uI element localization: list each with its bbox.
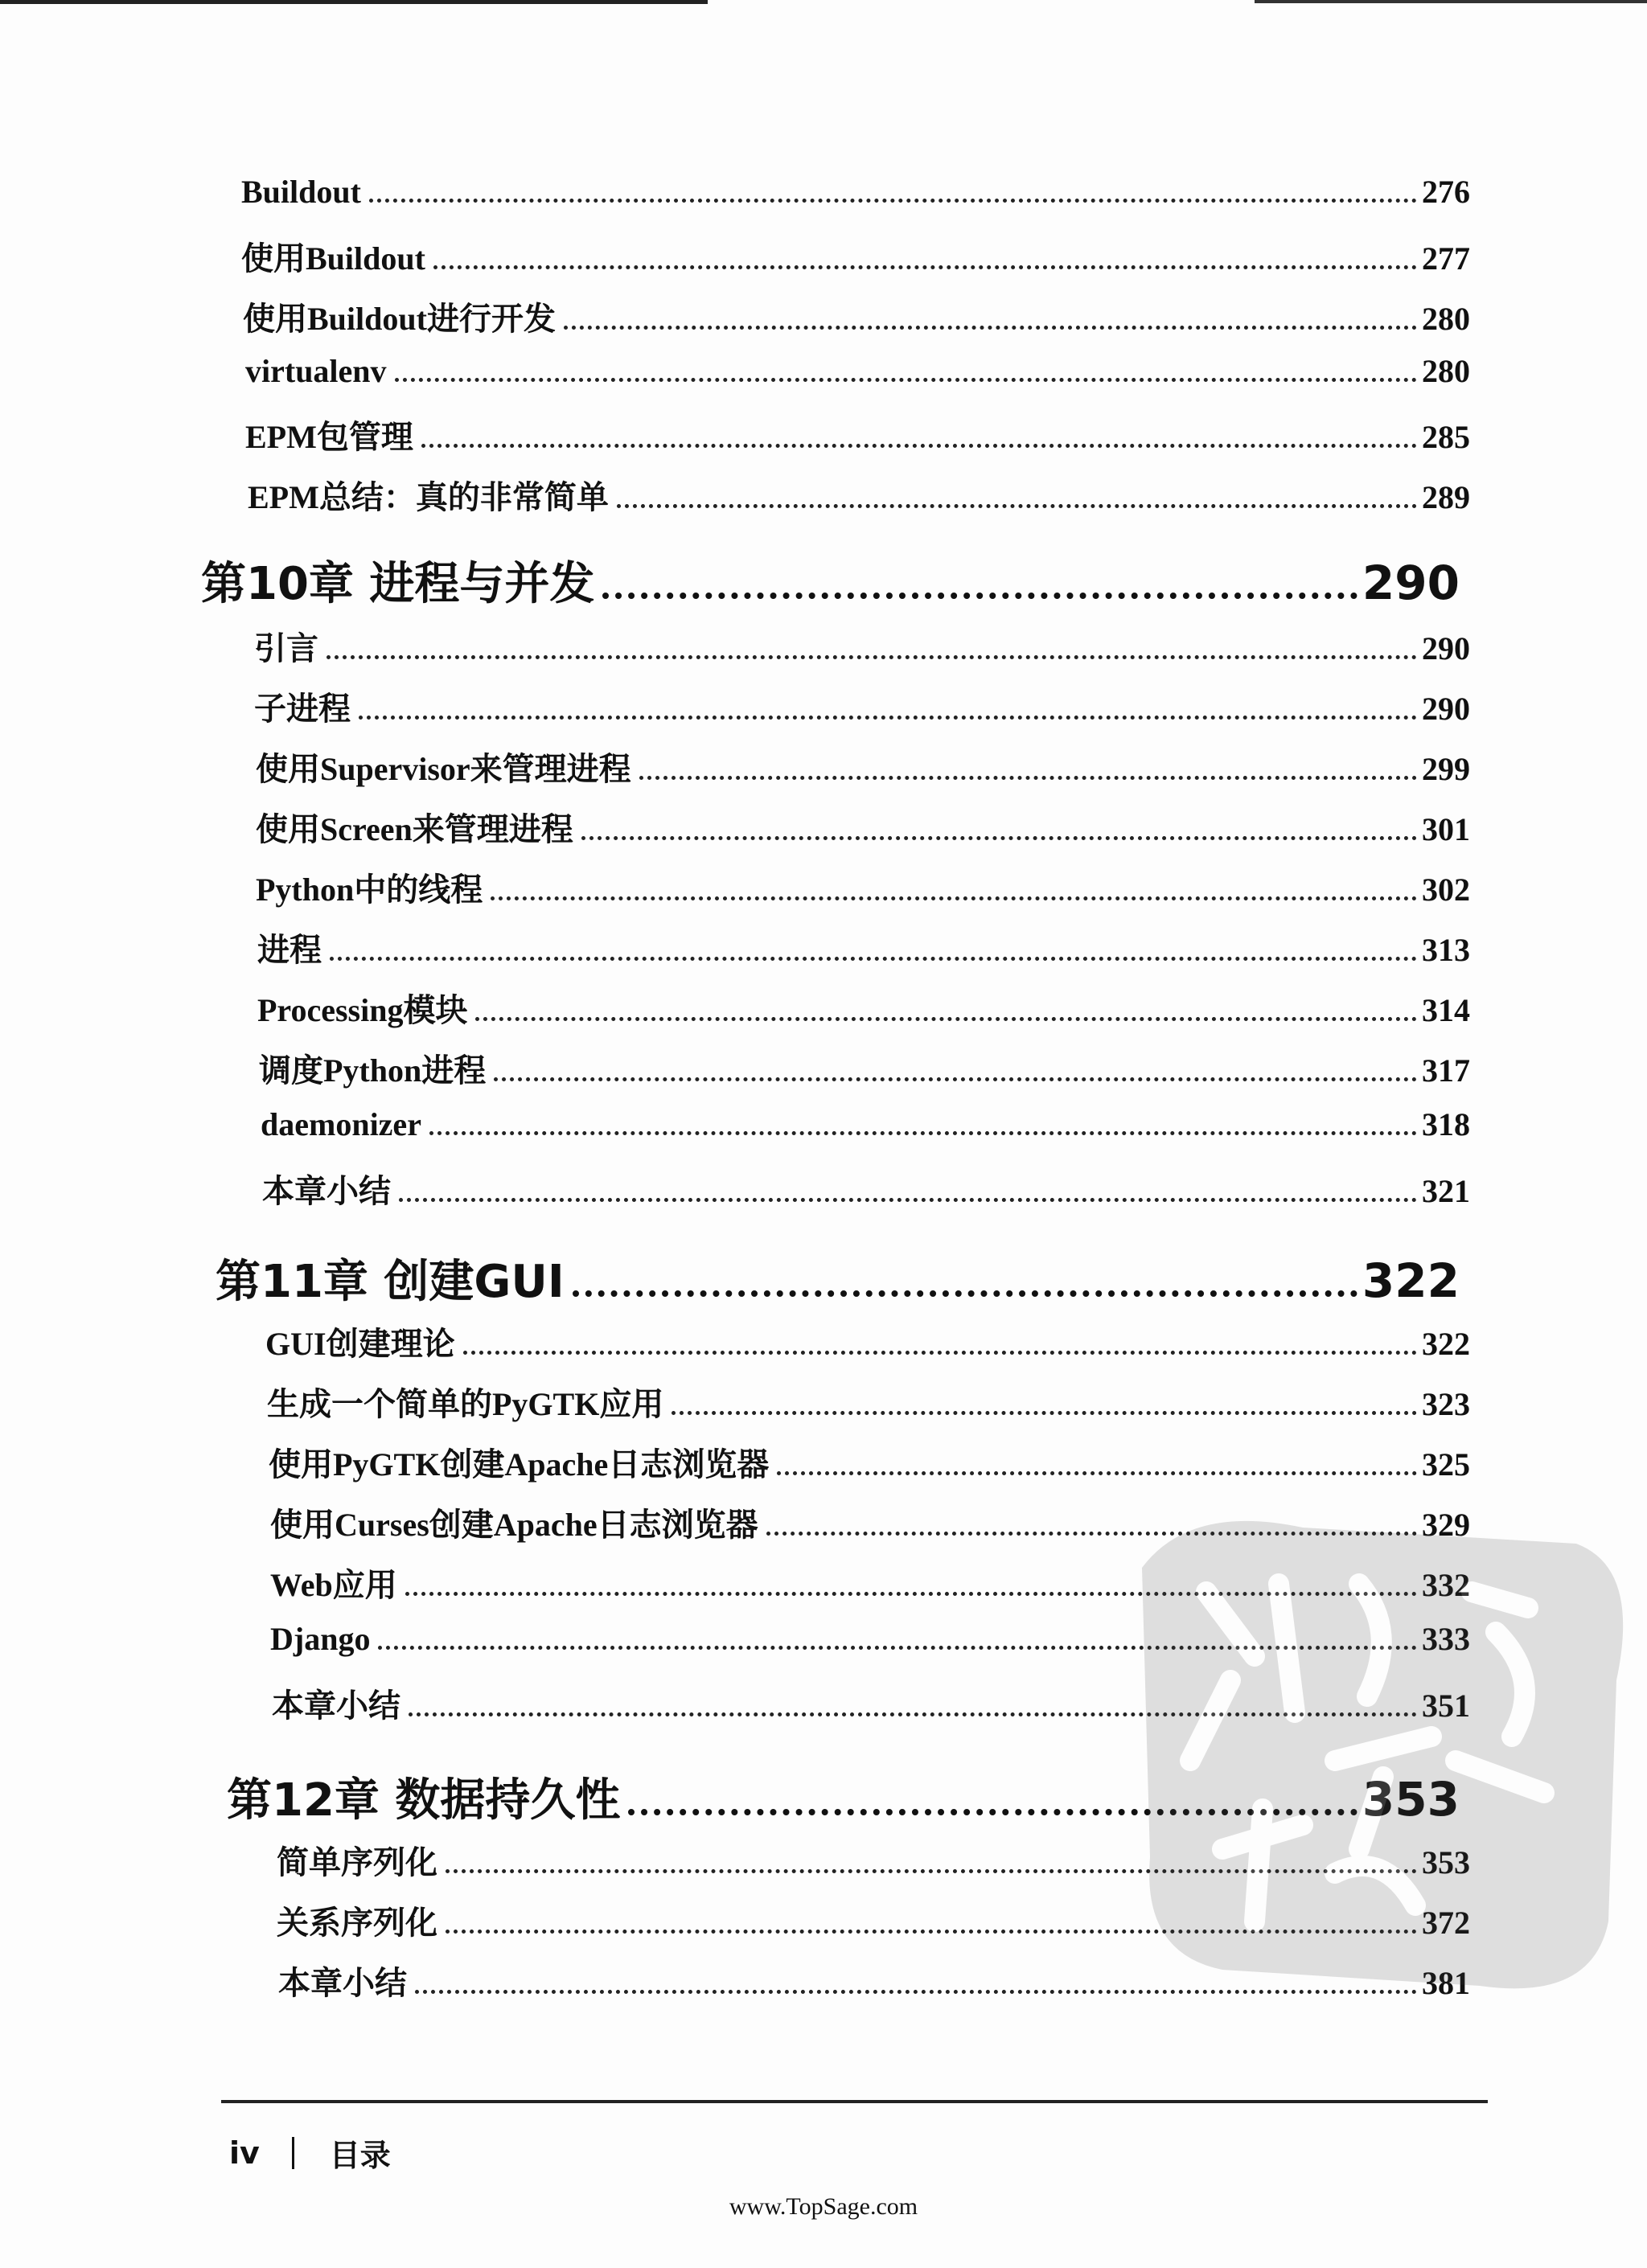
dot-leader (573, 1290, 1357, 1297)
toc-entry-title: Django (270, 1621, 371, 1657)
footer-page-number: iv (229, 2135, 260, 2171)
toc-section-entry (245, 352, 1470, 400)
toc-page-number: 318 (1422, 1106, 1470, 1142)
footer-section-title: 目录 (329, 2138, 391, 2173)
toc-entry-title: 使用PyGTK创建Apache日志浏览器 (269, 1446, 770, 1483)
toc-entry-title: 第11章 创建GUI (216, 1256, 565, 1308)
toc-page-number: 313 (1422, 932, 1470, 968)
toc-page-number: 317 (1422, 1052, 1470, 1089)
dot-leader (766, 1532, 1417, 1536)
toc-section-entry (262, 1166, 1470, 1214)
dot-leader (602, 593, 1357, 599)
dot-leader (359, 716, 1417, 720)
toc-page-number: 299 (1422, 751, 1470, 787)
toc-page-number: 301 (1422, 811, 1470, 847)
toc-section-entry (270, 1560, 1470, 1608)
toc-page-number: 329 (1422, 1507, 1470, 1543)
toc-page-number: 280 (1422, 353, 1470, 389)
toc-chapter-entry (201, 548, 1460, 613)
toc-section-entry (248, 472, 1470, 520)
dot-leader (617, 504, 1417, 508)
dot-leader (433, 265, 1417, 269)
dot-leader (327, 655, 1417, 659)
dot-leader (330, 957, 1417, 961)
toc-section-entry (277, 1897, 1470, 1946)
toc-entry-title: 使用Buildout (241, 240, 425, 277)
toc-section-entry (278, 1958, 1470, 2006)
toc-section-entry (243, 293, 1470, 342)
toc-entry-title: Python中的线程 (256, 872, 483, 908)
toc-entry-title: 本章小结 (278, 1965, 407, 2001)
toc-chapter-entry (227, 1765, 1460, 1829)
toc-entry-title: 简单序列化 (277, 1844, 437, 1880)
dot-leader (491, 896, 1417, 900)
dot-leader (378, 1646, 1417, 1650)
toc-page-number: 353 (1362, 1772, 1460, 1827)
toc-entry-title: EPM包管理 (245, 419, 413, 455)
toc-page-number: 314 (1422, 992, 1470, 1028)
toc-entry-title: 本章小结 (272, 1688, 400, 1724)
toc-page-number: 285 (1422, 419, 1470, 455)
toc-section-entry (270, 1620, 1470, 1668)
toc-entry-title: 第12章 数据持久性 (227, 1774, 621, 1827)
toc-entry-title: 关系序列化 (277, 1905, 437, 1941)
toc-page-number: 322 (1362, 1253, 1460, 1308)
toc-page-number: 290 (1362, 556, 1460, 610)
dot-leader (672, 1411, 1417, 1415)
dot-leader (405, 1592, 1417, 1596)
dot-leader (581, 836, 1417, 840)
toc-entry-title: 引言 (254, 630, 318, 666)
toc-page-number: 353 (1422, 1844, 1470, 1880)
toc-entry-title: EPM总结：真的非常简单 (248, 479, 609, 515)
toc-entry-title: 使用Buildout进行开发 (243, 301, 556, 337)
toc-page-number: 302 (1422, 872, 1470, 908)
toc-section-entry (267, 1379, 1470, 1427)
toc-entry-title: Processing模块 (257, 992, 468, 1028)
toc-section-entry (277, 1837, 1470, 1885)
dot-leader (564, 326, 1417, 330)
toc-section-entry (256, 804, 1470, 852)
toc-section-entry (269, 1439, 1470, 1487)
toc-page-number: 321 (1422, 1173, 1470, 1209)
toc-page-number: 290 (1422, 630, 1470, 666)
dot-leader (409, 1712, 1417, 1716)
toc-page-number: 325 (1422, 1446, 1470, 1483)
dot-leader (446, 1869, 1417, 1873)
toc-section-entry (257, 985, 1470, 1033)
footer-rule (221, 2100, 1488, 2103)
toc-page-number: 277 (1422, 240, 1470, 277)
toc-section-entry (241, 173, 1470, 221)
toc-entry-title: Web应用 (270, 1567, 397, 1603)
toc-section-entry (256, 864, 1470, 913)
toc-entry-title: 使用Supervisor来管理进程 (256, 751, 631, 787)
toc-section-entry (254, 623, 1470, 671)
toc-section-entry (241, 233, 1470, 281)
toc-page-number: 333 (1422, 1621, 1470, 1657)
dot-leader (369, 199, 1417, 203)
toc-page-number: 381 (1422, 1965, 1470, 2001)
toc-section-entry (254, 683, 1470, 732)
dot-leader (475, 1017, 1417, 1021)
toc-page-number: 332 (1422, 1567, 1470, 1603)
toc-page-number: 322 (1422, 1326, 1470, 1362)
toc-section-entry (257, 925, 1470, 973)
toc-section-entry (261, 1105, 1470, 1154)
dot-leader (463, 1351, 1417, 1355)
toc-entry-title: Buildout (241, 174, 361, 210)
toc-page-number: 351 (1422, 1688, 1470, 1724)
toc-page-number: 372 (1422, 1905, 1470, 1941)
toc-entry-title: GUI创建理论 (265, 1326, 455, 1362)
toc-entry-title: 调度Python进程 (259, 1052, 487, 1089)
dot-leader (429, 1131, 1417, 1135)
toc-chapter-entry (216, 1246, 1460, 1310)
dot-leader (494, 1077, 1417, 1081)
toc-page-number: 276 (1422, 174, 1470, 210)
toc-page-number: 280 (1422, 301, 1470, 337)
dot-leader (399, 1198, 1417, 1202)
site-url: www.TopSage.com (729, 2193, 918, 2220)
toc-section-entry (265, 1319, 1470, 1367)
toc-page-number: 290 (1422, 691, 1470, 727)
dot-leader (639, 776, 1417, 780)
toc-section-entry (245, 412, 1470, 460)
toc-page-number: 289 (1422, 479, 1470, 515)
toc-entry-title: 本章小结 (262, 1173, 391, 1209)
toc-page-number: 323 (1422, 1386, 1470, 1422)
toc-section-entry (272, 1680, 1470, 1729)
dot-leader (421, 444, 1417, 448)
toc-entry-title: 进程 (257, 932, 322, 968)
toc-section-entry (270, 1499, 1470, 1548)
toc-entry-title: 子进程 (254, 691, 351, 727)
toc-entry-title: 使用Curses创建Apache日志浏览器 (270, 1507, 758, 1543)
dot-leader (777, 1471, 1417, 1475)
dot-leader (446, 1930, 1417, 1934)
toc-entry-title: virtualenv (245, 353, 387, 389)
dot-leader (415, 1990, 1417, 1994)
page-footer (229, 2131, 391, 2175)
toc-entry-title: 第10章 进程与并发 (201, 558, 595, 610)
toc-section-entry (259, 1045, 1470, 1093)
dot-leader (628, 1809, 1357, 1815)
footer-separator (292, 2137, 294, 2169)
toc-entry-title: 使用Screen来管理进程 (256, 811, 573, 847)
dot-leader (395, 378, 1417, 382)
toc-entry-title: daemonizer (261, 1106, 421, 1142)
toc-section-entry (256, 744, 1470, 792)
toc-entry-title: 生成一个简单的PyGTK应用 (267, 1386, 664, 1422)
